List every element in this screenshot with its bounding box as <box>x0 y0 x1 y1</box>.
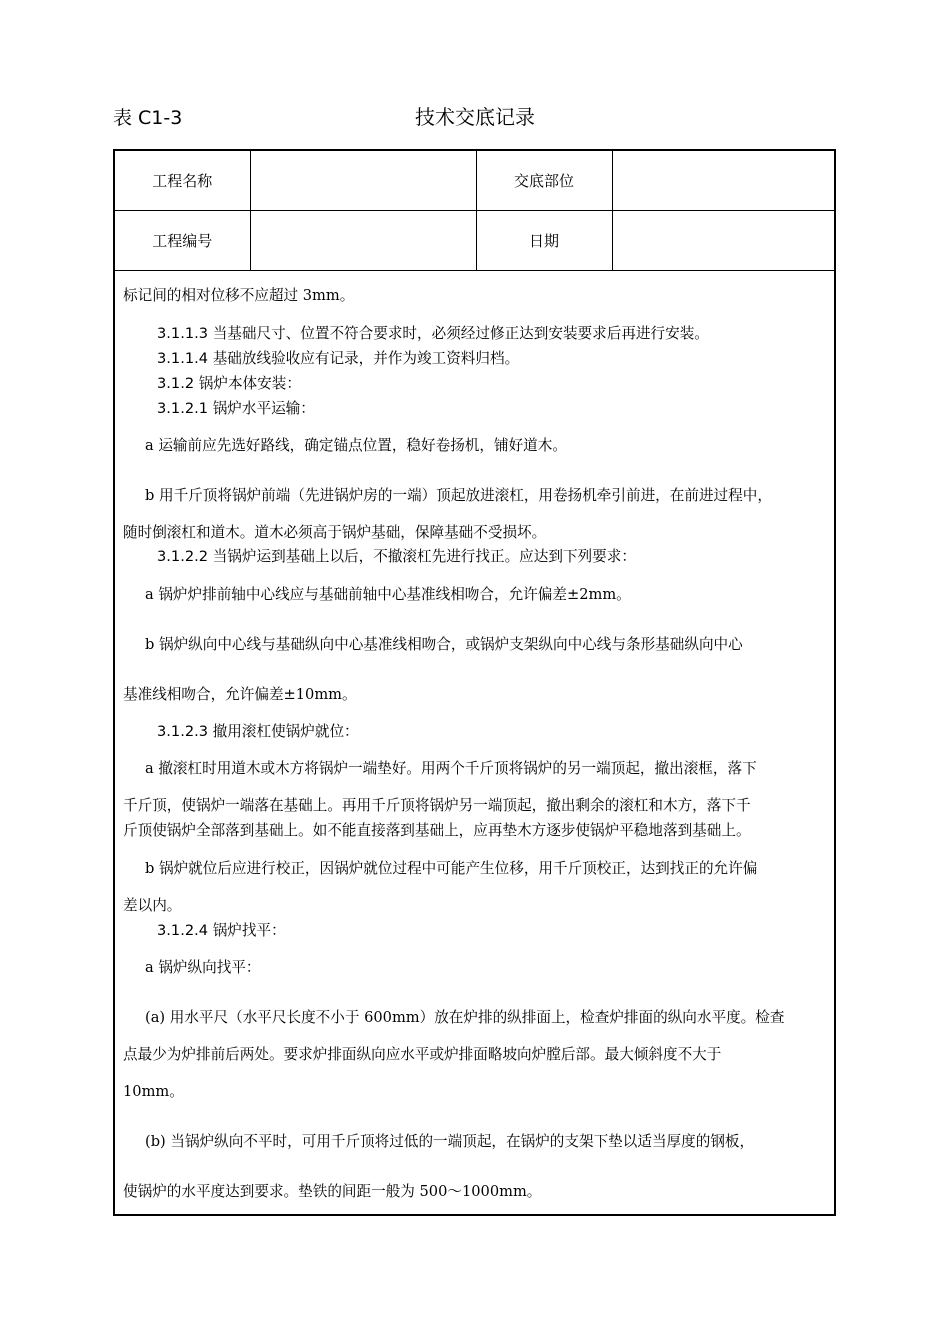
content-line: 斤顶使锅炉全部落到基础上。如不能直接落到基础上，应再垫木方逐步使锅炉平稳地落到基础上。 <box>123 822 751 839</box>
content-line: b 锅炉就位后应进行校正，因锅炉就位过程中可能产生位移，用千斤顶校正，达到找正的允许偏 <box>145 860 758 877</box>
content-line: 点最少为炉排前后两处。要求炉排面纵向应水平或炉排面略坡向炉膛后部。最大倾斜度不大于 <box>123 1046 722 1063</box>
content-line: 10mm。 <box>123 1083 184 1100</box>
form-code: 表 C1-3 <box>113 107 183 129</box>
content-line: 使锅炉的水平度达到要求。垫铁的间距一般为 500～1000mm。 <box>123 1183 542 1200</box>
project-name-field[interactable] <box>250 151 476 211</box>
content-line: 随时倒滚杠和道木。道木必须高于锅炉基础，保障基础不受损坏。 <box>123 524 547 541</box>
content-line: a 撤滚杠时用道木或木方将锅炉一端垫好。用两个千斤顶将锅炉的另一端顶起，撤出滚框，落下 <box>145 760 757 777</box>
content-line: 3.1.2.4 锅炉找平： <box>157 922 286 939</box>
info-table <box>115 151 834 271</box>
project-number-field[interactable] <box>250 211 476 271</box>
content-line: 3.1.2.2 当锅炉运到基础上以后，不撤滚杠先进行找正。应达到下列要求： <box>157 548 636 565</box>
content-line: 3.1.1.4 基础放线验收应有记录，并作为竣工资料归档。 <box>157 350 520 367</box>
content-line: 差以内。 <box>123 897 182 914</box>
location-field[interactable] <box>612 151 834 211</box>
content-line: 标记间的相对位移不应超过 3mm。 <box>123 287 355 304</box>
document-title: 技术交底记录 <box>415 105 535 129</box>
info-row-name <box>115 151 834 211</box>
content-line: 3.1.1.3 当基础尺寸、位置不符合要求时，必须经过修正达到安装要求后再进行安装。 <box>157 325 709 342</box>
content-line: a 运输前应先选好路线，确定锚点位置，稳好卷扬机，铺好道木。 <box>145 437 567 454</box>
content-line: (b) 当锅炉纵向不平时，可用千斤顶将过低的一端顶起，在锅炉的支架下垫以适当厚度的钢板， <box>145 1133 755 1150</box>
record-frame <box>113 149 836 1216</box>
date-field[interactable] <box>612 211 834 271</box>
content-line: b 锅炉纵向中心线与基础纵向中心基准线相吻合，或锅炉支架纵向中心线与条形基础纵向中心 <box>145 636 743 653</box>
location-label: 交底部位 <box>476 151 612 211</box>
content-line: b 用千斤顶将锅炉前端（先进锅炉房的一端）顶起放进滚杠，用卷扬机牵引前进，在前进过程中， <box>145 487 772 504</box>
content-line: 千斤顶，使锅炉一端落在基础上。再用千斤顶将锅炉另一端顶起，撤出剩余的滚杠和木方，落下千 <box>123 797 751 814</box>
content-line: 3.1.2.3 撤用滚杠使锅炉就位： <box>157 723 359 740</box>
content-line: (a) 用水平尺（水平尺长度不小于 600mm）放在炉排的纵排面上，检查炉排面的纵向水平度。检查 <box>145 1009 785 1026</box>
content-line: a 锅炉炉排前轴中心线应与基础前轴中心基准线相吻合，允许偏差±2mm。 <box>145 586 631 603</box>
project-number-label: 工程编号 <box>115 211 250 271</box>
content-line: 基准线相吻合，允许偏差±10mm。 <box>123 686 357 703</box>
date-label: 日期 <box>476 211 612 271</box>
content-line: 3.1.2.1 锅炉水平运输： <box>157 400 315 417</box>
content-line: a 锅炉纵向找平： <box>145 959 261 976</box>
info-row-number <box>115 211 834 271</box>
content-line: 3.1.2 锅炉本体安装： <box>157 375 301 392</box>
project-name-label: 工程名称 <box>115 151 250 211</box>
